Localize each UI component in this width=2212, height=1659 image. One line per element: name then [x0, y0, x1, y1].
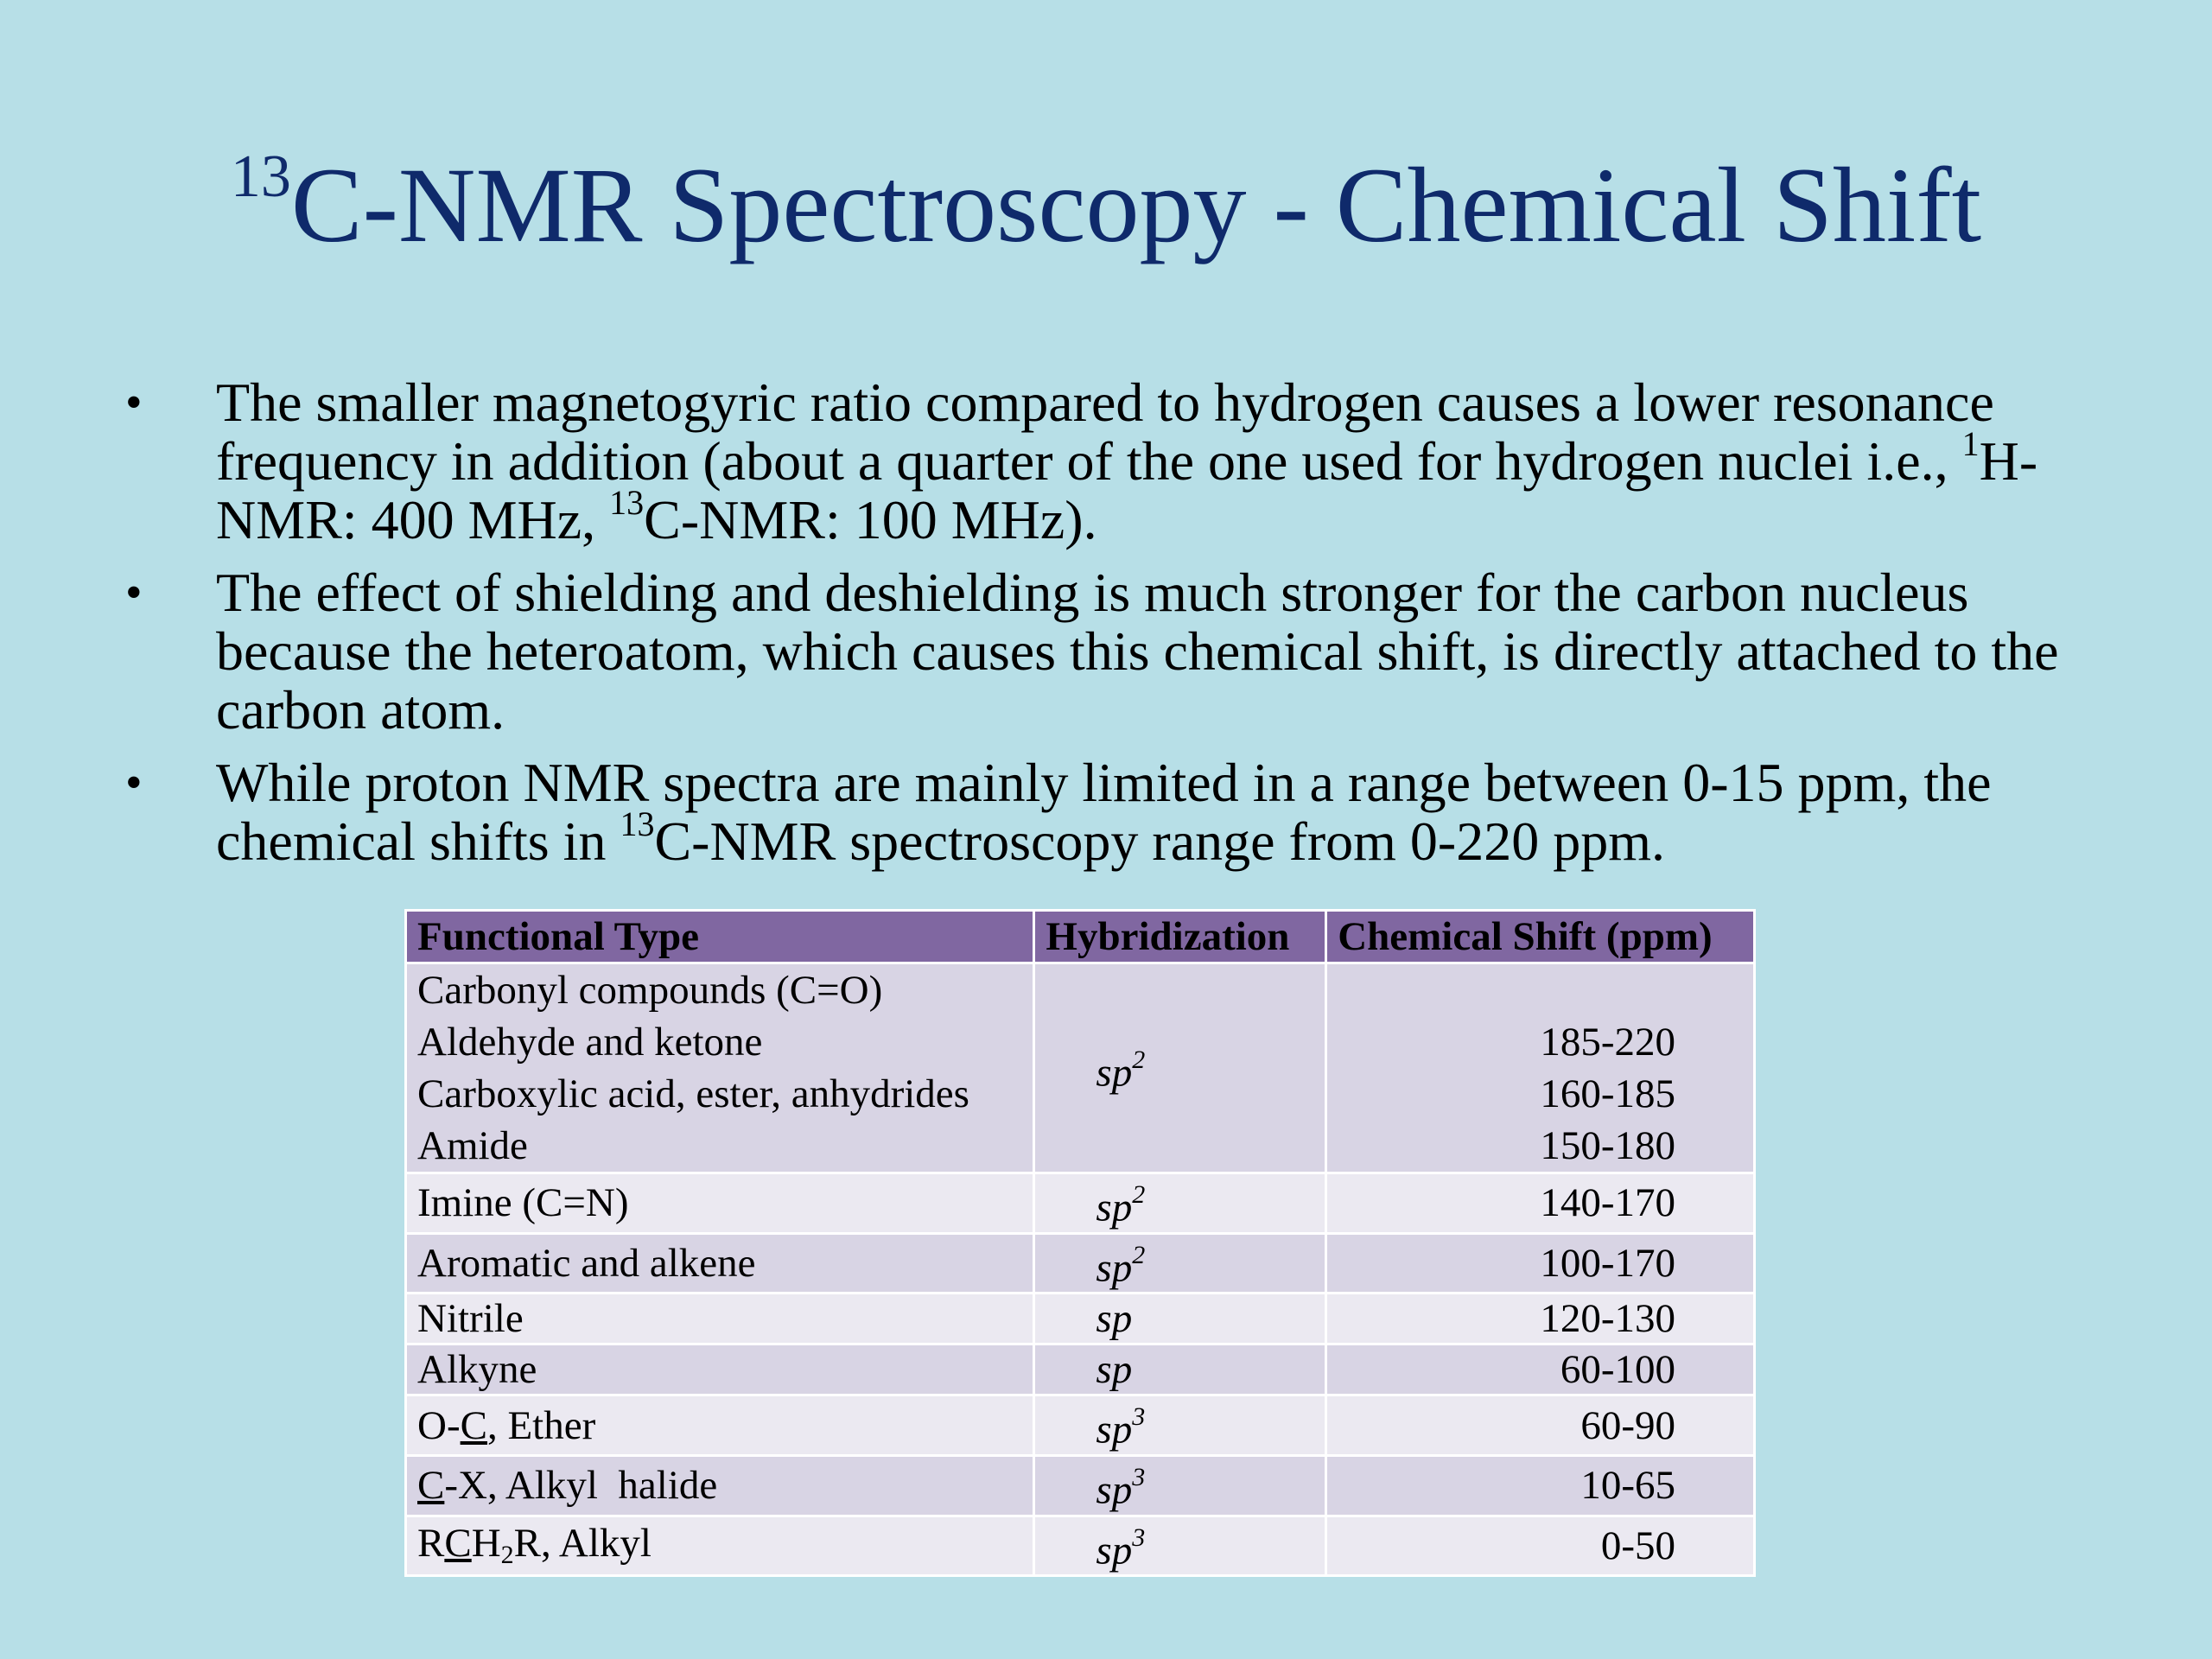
type-part-underlined: C — [417, 1463, 445, 1509]
bullet-dot-icon: • — [125, 756, 143, 810]
type-line: Aldehyde and ketone — [417, 1020, 763, 1065]
type-line: Carboxylic acid, ester, anhydrides — [417, 1071, 969, 1116]
shift-cell: 0-50 — [1326, 1516, 1755, 1576]
title-text: C-NMR Spectroscopy - Chemical Shift — [290, 146, 1982, 264]
slide-title — [0, 143, 2212, 264]
shift-line: 150-180 — [1540, 1123, 1675, 1168]
type-cell: Aromatic and alkene — [406, 1233, 1034, 1294]
header-hybridization: Hybridization — [1034, 911, 1326, 963]
type-part: , Ether — [486, 1402, 596, 1448]
header-functional-type: Functional Type — [406, 911, 1034, 963]
type-part: R, Alkyl — [513, 1520, 652, 1566]
bullet-item — [125, 753, 2113, 871]
type-part-underlined: C — [444, 1520, 472, 1566]
shift-cell: 140-170 — [1326, 1173, 1755, 1234]
bullet-text-part: C-NMR: 100 MHz). — [644, 489, 1097, 550]
title-superscript: 13 — [230, 143, 291, 210]
bullet-dot-icon: • — [125, 566, 143, 620]
bullet-text — [216, 372, 2037, 550]
header-chemical-shift: Chemical Shift (ppm) — [1326, 911, 1755, 963]
table-row — [406, 1173, 1755, 1234]
hybridization-cell — [1034, 1344, 1326, 1395]
hyb-sup: 2 — [1132, 1180, 1146, 1209]
hyb-base: sp — [1096, 1245, 1133, 1291]
table-row — [406, 1233, 1755, 1294]
shift-cell — [1326, 963, 1755, 1173]
table-row — [406, 1516, 1755, 1576]
hyb-base: sp — [1096, 1185, 1133, 1230]
isotope-superscript: 1 — [1961, 423, 1980, 463]
bullet-text-part: The smaller magnetogyric ratio compared to hydrogen causes a lower resonance frequency in addition (about a quarter of the one used for hydrogen nuclei i.e., — [216, 372, 1994, 492]
type-line: Carbonyl compounds (C=O) — [417, 968, 883, 1013]
table-row — [406, 1395, 1755, 1456]
hyb-base: sp — [1096, 1528, 1133, 1573]
hybridization-cell — [1034, 1233, 1326, 1294]
type-cell: Imine (C=N) — [406, 1173, 1034, 1234]
table-row — [406, 1344, 1755, 1395]
type-part-underlined: C — [460, 1402, 487, 1448]
shift-line: 160-185 — [1540, 1071, 1675, 1116]
table-row — [406, 1294, 1755, 1344]
hyb-sup: 3 — [1132, 1402, 1146, 1432]
shift-cell: 60-100 — [1326, 1344, 1755, 1395]
table-row-carbonyl — [406, 963, 1755, 1173]
hybridization-cell — [1034, 1516, 1326, 1576]
hyb-sup: 2 — [1132, 1240, 1146, 1269]
bullet-text — [216, 562, 2059, 741]
hybridization-cell — [1034, 1173, 1326, 1234]
chemical-shift-table — [404, 909, 1756, 1577]
hyb-sup: 3 — [1132, 1462, 1146, 1491]
bullet-text-part: H-NMR: 400 MHz, — [216, 430, 2038, 550]
hyb-base: sp — [1096, 1296, 1133, 1342]
hybridization-cell — [1034, 1455, 1326, 1516]
type-line: Amide — [417, 1123, 528, 1168]
hyb-base: sp — [1096, 1467, 1133, 1513]
type-part: H — [471, 1520, 501, 1566]
bullet-dot-icon: • — [125, 376, 143, 429]
type-cell: Alkyne — [406, 1344, 1034, 1395]
shift-cell: 10-65 — [1326, 1455, 1755, 1516]
hybridization-cell — [1034, 963, 1326, 1173]
type-part: O- — [417, 1402, 461, 1448]
type-cell — [406, 1455, 1034, 1516]
type-part: -X, Alkyl halide — [444, 1463, 718, 1509]
shift-line: 185-220 — [1540, 1020, 1675, 1065]
table-header-row — [406, 911, 1755, 963]
table-row — [406, 1455, 1755, 1516]
bullet-text-part: While proton NMR spectra are mainly limited in a range between 0-15 ppm, the chemical shifts in — [216, 752, 1992, 872]
hyb-base: sp — [1096, 1347, 1133, 1393]
bullet-text — [216, 752, 1992, 872]
type-cell — [406, 1516, 1034, 1576]
type-part: R — [417, 1520, 445, 1566]
type-cell — [406, 963, 1034, 1173]
hyb-base: sp — [1096, 1407, 1133, 1452]
hyb-sup: 2 — [1132, 1045, 1146, 1074]
shift-cell: 120-130 — [1326, 1294, 1755, 1344]
isotope-superscript: 13 — [609, 482, 645, 522]
bullet-text-part: C-NMR spectroscopy range from 0-220 ppm. — [654, 810, 1665, 872]
bullet-item — [125, 373, 2113, 550]
hyb-sup: 3 — [1132, 1522, 1146, 1552]
type-cell: Nitrile — [406, 1294, 1034, 1344]
type-cell — [406, 1395, 1034, 1456]
hyb-base: sp — [1096, 1050, 1133, 1096]
bullet-text-part: The effect of shielding and deshielding is much stronger for the carbon nucleus because the heteroatom, which causes this chemical shift, is directly attached to the carbon atom. — [216, 562, 2059, 741]
bullet-item — [125, 563, 2113, 740]
type-part-subscript: 2 — [500, 1540, 514, 1569]
shift-cell: 60-90 — [1326, 1395, 1755, 1456]
hybridization-cell — [1034, 1395, 1326, 1456]
isotope-superscript: 13 — [620, 804, 655, 843]
shift-cell: 100-170 — [1326, 1233, 1755, 1294]
shift-line — [1338, 964, 1675, 1016]
hybridization-cell — [1034, 1294, 1326, 1344]
bullet-list — [125, 373, 2113, 885]
